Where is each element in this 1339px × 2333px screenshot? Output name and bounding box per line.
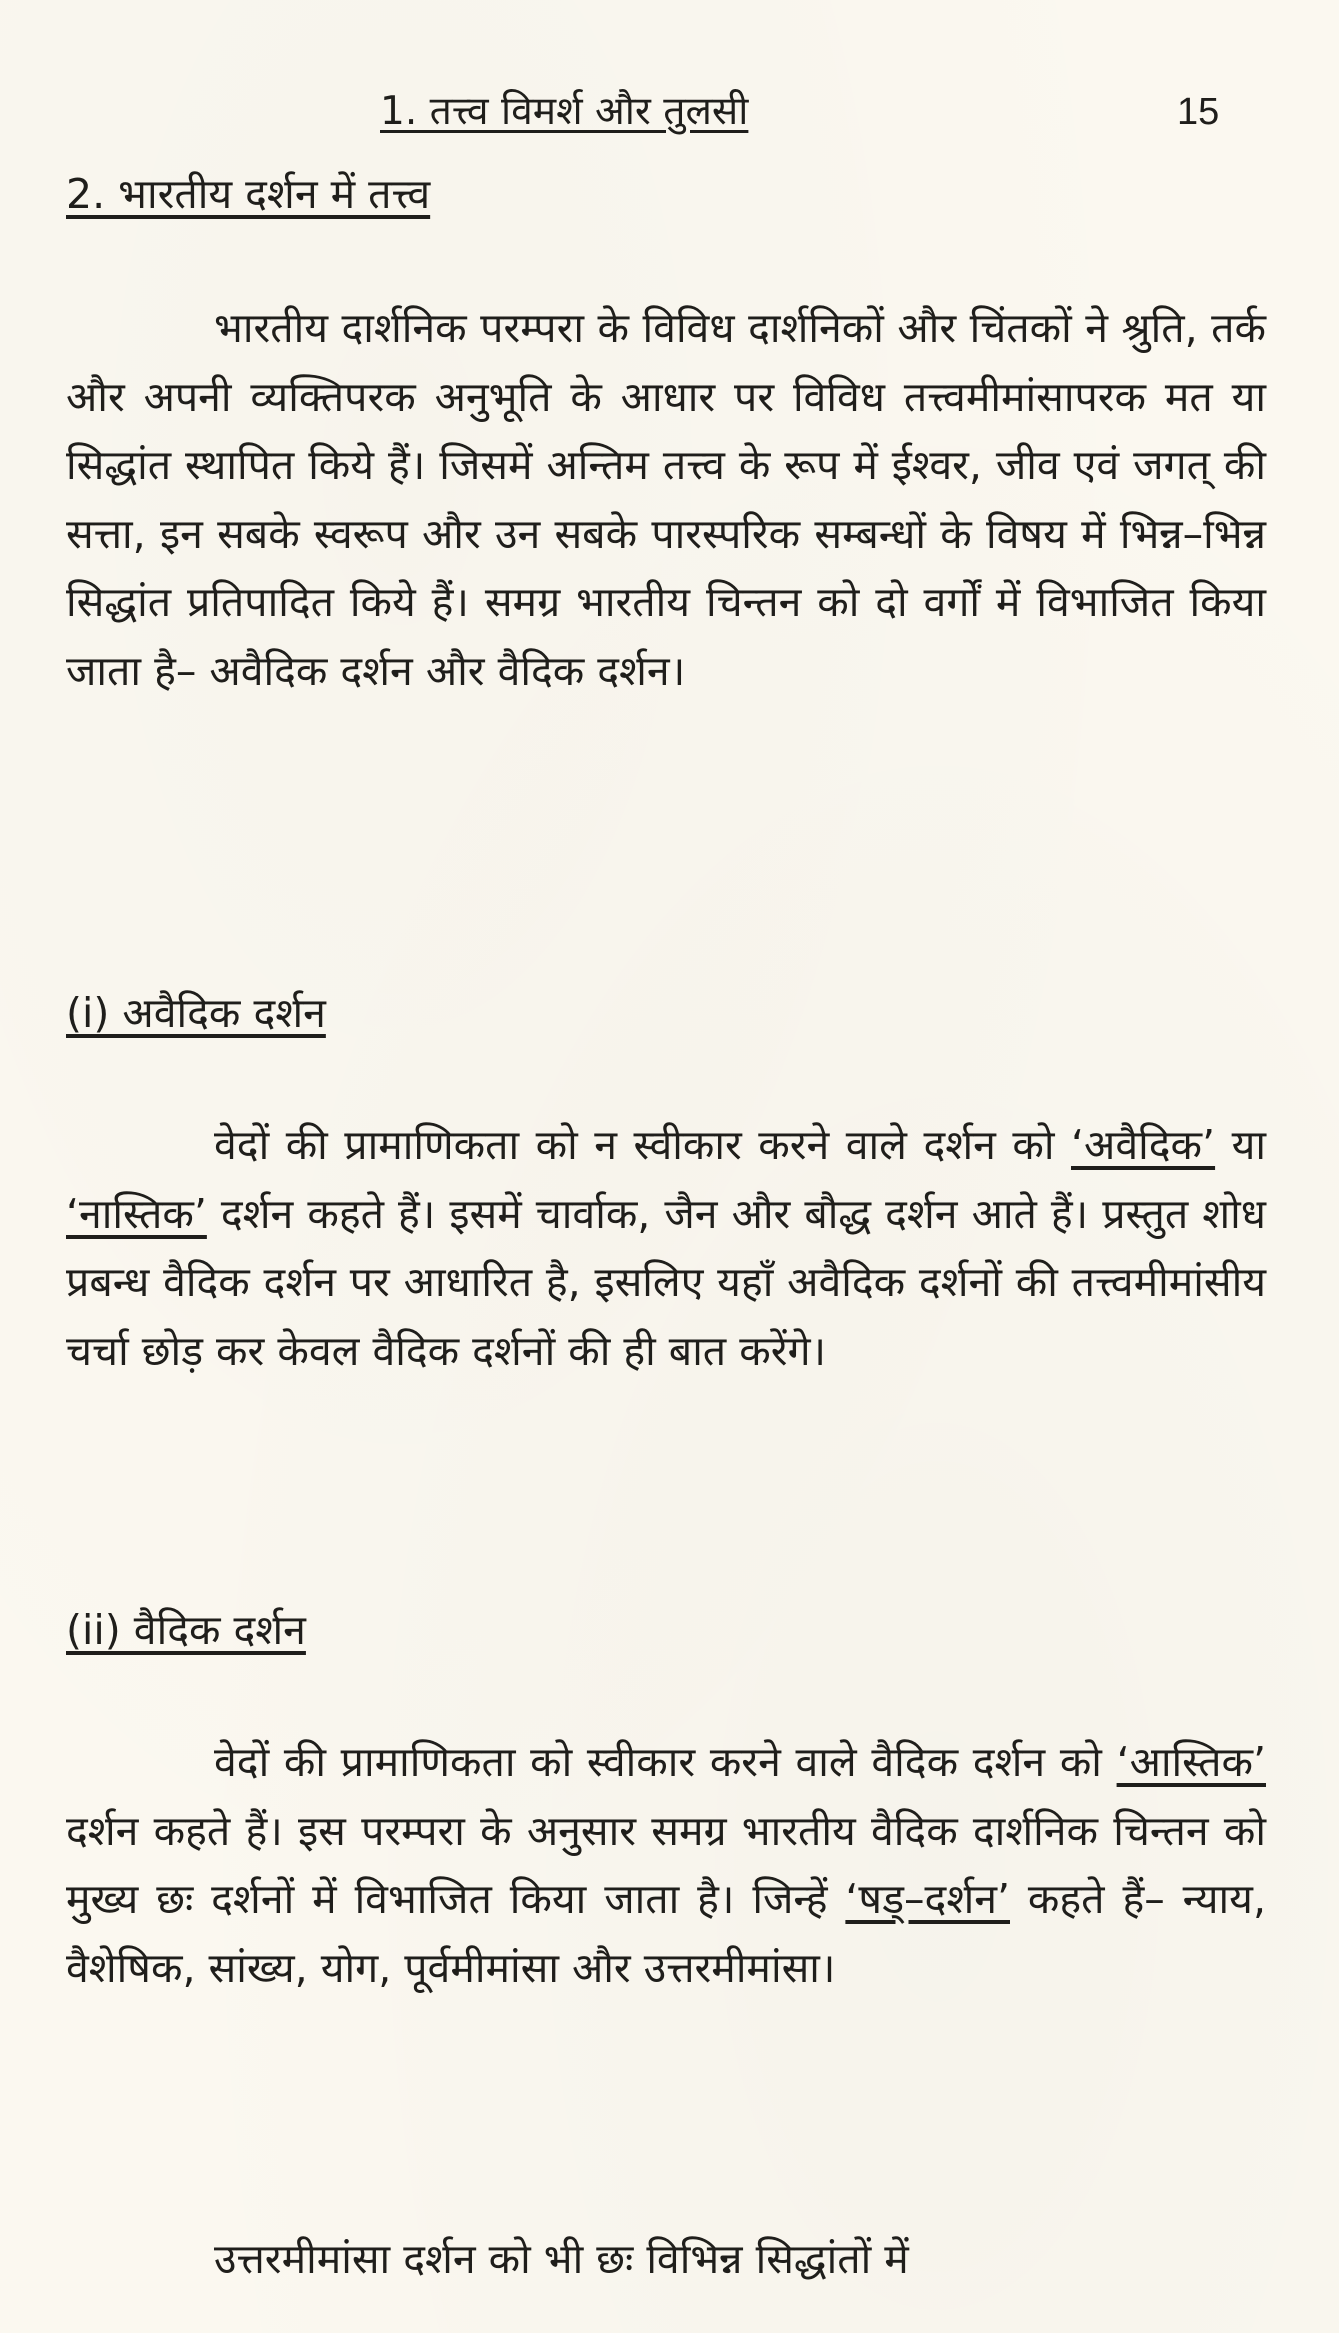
paragraph-text: दर्शन कहते हैं। इस परम्परा के अनुसार समग्र भारतीय वैदिक दार्शनिक चिन्तन को मुख्य छः दर्शनों में विभाजित किया जाता है। जिन्हें xyxy=(66,1806,1266,1923)
term-astik: ‘आस्तिक’ xyxy=(1116,1738,1266,1786)
section-heading-main: 2. भारतीय दर्शन में तत्त्व xyxy=(66,170,431,218)
paragraph-continuation: उत्तरमीमांसा दर्शन को भी छः विभिन्न सिद्धांतों में xyxy=(214,2235,909,2283)
page-number: 15 xyxy=(1177,91,1220,133)
term-avaidik: ‘अवैदिक’ xyxy=(1071,1121,1216,1169)
paragraph-text: या xyxy=(1215,1121,1266,1169)
paragraph-text: कहते हैं– न्याय, वैशेषिक, सांख्य, योग, पूर्वमीमांसा और उत्तरमीमांसा। xyxy=(66,1875,1266,1992)
term-nastik: ‘नास्तिक’ xyxy=(66,1189,207,1238)
section-heading-vaidik: (ii) वैदिक दर्शन xyxy=(66,1606,306,1654)
paragraph-text: दर्शन कहते हैं। इसमें चार्वाक, जैन और बौद्ध दर्शन आते हैं। प्रस्तुत शोध प्रबन्ध वैदिक दर्शन पर आधारित है, इसलिए यहाँ अवैदिक दर्शनों की तत्त्वमीमांसीय चर्चा छोड़ कर केवल वैदिक दर्शनों की ही बात करेंगे। xyxy=(66,1189,1266,1375)
paragraph-text: वेदों की प्रामाणिकता को स्वीकार करने वाले वैदिक दर्शन को xyxy=(214,1738,1117,1786)
running-title: 1. तत्त्व विमर्श और तुलसी xyxy=(380,89,749,134)
paragraph-avaidik xyxy=(66,1111,1266,1385)
term-shad-darshan: ‘षड्–दर्शन’ xyxy=(845,1875,1010,1923)
paragraph-vaidik xyxy=(66,1728,1266,2002)
paragraph-text: वेदों की प्रामाणिकता को न स्वीकार करने वाले दर्शन को xyxy=(214,1121,1071,1169)
section-heading-avaidik: (i) अवैदिक दर्शन xyxy=(66,989,326,1037)
paragraph-indian-philosophy: भारतीय दार्शनिक परम्परा के विविध दार्शनिकों और चिंतकों ने श्रुति, तर्क और अपनी व्यक्तिपरक अनुभूति के आधार पर विविध तत्त्वमीमांसापरक मत या सिद्धांत स्थापित किये हैं। जिसमें अन्तिम तत्त्व के रूप में ईश्वर, जीव एवं जगत् की सत्ता, इन सबके स्वरूप और उन सबके पारस्परिक सम्बन्धों के विषय में भिन्न–भिन्न सिद्धांत प्रतिपादित किये हैं। समग्र भारतीय चिन्तन को दो वर्गों में विभाजित किया जाता है– अवैदिक दर्शन और वैदिक दर्शन। xyxy=(66,304,1266,695)
